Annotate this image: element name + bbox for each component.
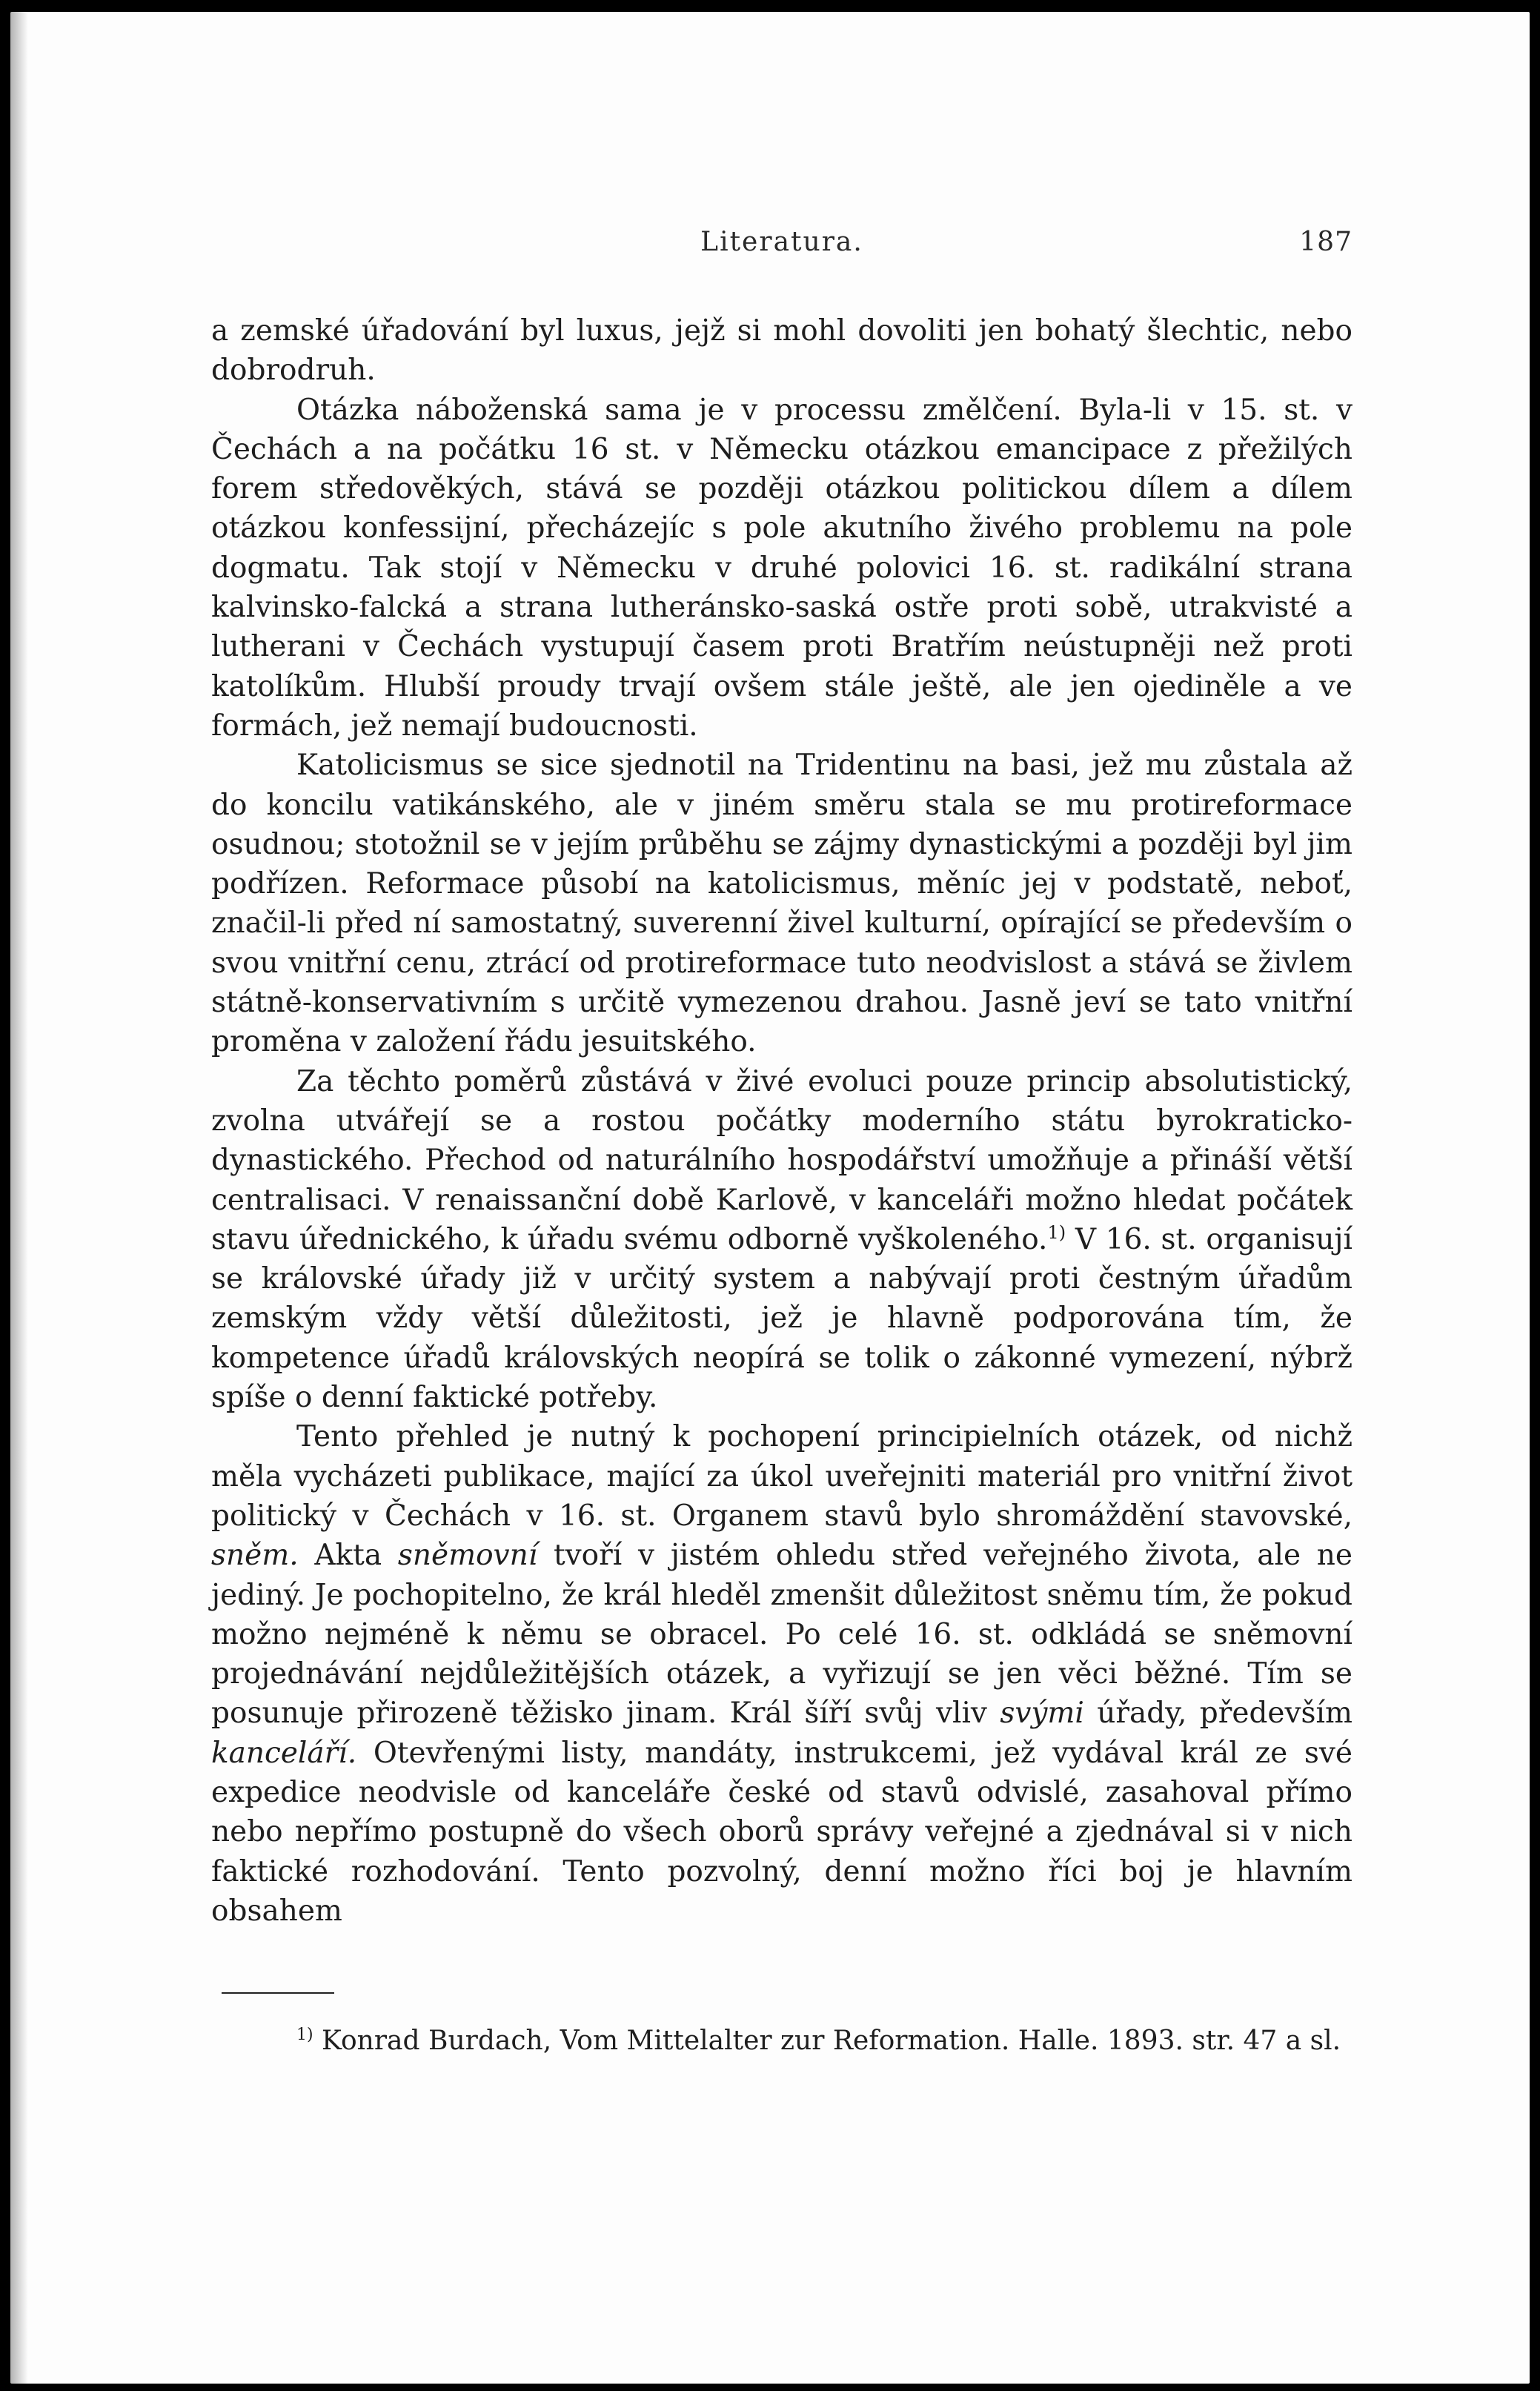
text-run: V 16. st. organisují se královské úřady již v určitý system a nabývají proti čestným úřadům zemským vždy větší důležitosti, jež je hlavně podporována tím, že kompetence úřadů královských neopírá se tolik o zákonné vymezení, nýbrž spíše o denní faktické potřeby.: [211, 1222, 1353, 1415]
italic-term: kanceláří.: [211, 1736, 357, 1770]
paragraph: [211, 311, 1353, 391]
footnote-separator: [222, 1992, 334, 1994]
running-title: Literatura.: [700, 227, 863, 257]
page-spine-shadow: [10, 12, 28, 2384]
text-run: Akta: [298, 1539, 398, 1573]
paragraph: [211, 391, 1353, 746]
body-text: [211, 311, 1353, 1931]
footnote: [211, 2016, 1367, 2060]
paragraph: [211, 746, 1353, 1061]
footnote-mark: 1): [296, 2026, 313, 2044]
text-run: Otázka náboženská sama je v processu změlčení. Byla-li v 15. st. v Čechách a na počátku 16 st. v Německu otázkou emancipace z přežilých forem středověkých, stává se později otázkou politickou dílem a dílem otázkou konfessijní, přecházejíc s pole akutního živého problemu na pole dogmatu. Tak stojí v Německu v druhé polovici 16. st. radikální strana kalvinsko-falcká a strana lutheránsko-saská ostře proti sobě, utrakvisté a lutherani v Čechách vystupují časem proti Bratřím neústupněji než proti katolíkům. Hlubší proudy trvají ovšem stále ještě, ale jen ojediněle a ve formách, jež nemají budoucnosti.: [211, 393, 1353, 743]
text-run: tvoří v jistém ohledu střed veřejného života, ale ne jediný. Je pochopitelno, že král hleděl zmenšit důležitost sněmu tím, že pokud možno nejméně k němu se obracel. Po celé 16. st. odkládá se sněmovní projednávání nejdůležitějších otázek, a vyřizují se jen věci běžné. Tím se posunuje přirozeně těžisko jinam. Král šíří svůj vliv: [211, 1539, 1353, 1731]
text-run: Tento přehled je nutný k pochopení principielních otázek, od nichž měla vycházeti publikace, mající za úkol uveřejniti materiál pro vnitřní život politický v Čechách v 16. st. Organem stavů bylo shromáždění stavovské,: [211, 1420, 1353, 1533]
text-run: Katolicismus se sice sjednotil na Tridentinu na basi, jež mu zůstala až do koncilu vatikánského, ale v jiném směru stala se mu protireformace osudnou; stotožnil se v jejím průběhu se zájmy dynastickými a později byl jim podřízen. Reformace působí na katolicismus, měníc jej v podstatě, neboť, značil-li před ní samostatný, suverenní živel kulturní, opírající se především o svou vnitřní cenu, ztrácí od protireformace tuto neodvislost a stává se živlem státně-konservativním s určitě vymezenou drahou. Jasně jeví se tato vnitřní proměna v založení řádu jesuitského.: [211, 749, 1353, 1059]
footnote-reference: 1): [1047, 1221, 1066, 1243]
page-number: 187: [1299, 227, 1353, 257]
running-header: [211, 227, 1353, 271]
text-run: Otevřenými listy, mandáty, instrukcemi, jež vydával král ze své expedice neodvisle od kanceláře české od stavů odvislé, zasahoval přímo nebo nepřímo postupně do všech oborů správy veřejné a zjednával si v nich faktické rozhodování. Tento pozvolný, denní možno říci boj je hlavním obsahem: [211, 1736, 1353, 1928]
footnote-text: Konrad Burdach, Vom Mittelalter zur Reformation. Halle. 1893. str. 47 a sl.: [313, 2026, 1341, 2056]
text-run: úřady, především: [1083, 1697, 1353, 1731]
italic-term: sněm.: [211, 1539, 299, 1573]
text-run: Za těchto poměrů zůstává v živé evoluci pouze princip absolutistický, zvolna utvářejí se a rostou počátky moderního státu byrokraticko-dynastického. Přechod od naturálního hospodářství umožňuje a přináší větší centralisaci. V renaissanční době Karlově, v kanceláři možno hledat počátek stavu úřednického, k úřadu svému odborně vyškoleného.: [211, 1064, 1353, 1256]
italic-term: sněmovní: [397, 1539, 538, 1573]
text-run: a zemské úřadování byl luxus, jejž si mohl dovoliti jen bohatý šlechtic, nebo dobrodruh.: [211, 314, 1353, 388]
italic-term: svými: [1000, 1697, 1084, 1731]
paragraph: [211, 1417, 1353, 1931]
paragraph: [211, 1062, 1353, 1418]
